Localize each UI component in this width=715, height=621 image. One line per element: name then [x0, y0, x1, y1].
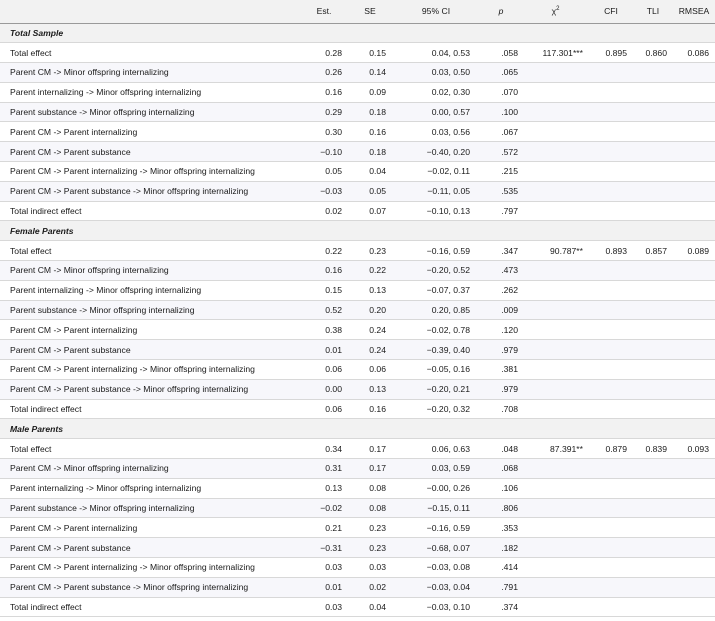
tli-cell [633, 201, 673, 221]
table-row [0, 181, 715, 201]
row-label: Parent CM -> Parent internalizing [0, 518, 300, 538]
cfi-cell [589, 478, 633, 498]
se-cell: 0.08 [348, 478, 392, 498]
p-cell: .979 [480, 340, 522, 360]
cfi-cell [589, 518, 633, 538]
ci-cell: −0.20, 0.21 [392, 379, 480, 399]
row-label: Parent internalizing -> Minor offspring internalizing [0, 280, 300, 300]
row-label: Parent internalizing -> Minor offspring internalizing [0, 478, 300, 498]
ci-cell: 0.00, 0.57 [392, 102, 480, 122]
cfi-cell [589, 261, 633, 281]
ci-cell: −0.39, 0.40 [392, 340, 480, 360]
cfi-cell [589, 399, 633, 419]
cfi-cell [589, 538, 633, 558]
cfi-cell [589, 360, 633, 380]
table-row [0, 498, 715, 518]
chi-square-cell [522, 597, 589, 617]
se-cell: 0.20 [348, 300, 392, 320]
se-cell: 0.17 [348, 459, 392, 479]
cfi-cell [589, 201, 633, 221]
p-cell: .262 [480, 280, 522, 300]
se-cell: 0.14 [348, 63, 392, 83]
ci-cell: −0.20, 0.32 [392, 399, 480, 419]
p-cell: .572 [480, 142, 522, 162]
p-cell: .048 [480, 439, 522, 459]
row-label: Parent CM -> Parent substance [0, 142, 300, 162]
est-cell: 0.21 [300, 518, 348, 538]
rmsea-cell [673, 201, 715, 221]
se-cell: 0.17 [348, 439, 392, 459]
chi-square-cell [522, 102, 589, 122]
se-cell: 0.04 [348, 597, 392, 617]
rmsea-cell: 0.086 [673, 43, 715, 63]
est-cell: 0.28 [300, 43, 348, 63]
se-cell: 0.08 [348, 498, 392, 518]
rmsea-cell [673, 340, 715, 360]
table-row [0, 122, 715, 142]
table-row [0, 558, 715, 578]
rmsea-cell [673, 300, 715, 320]
section-row [0, 221, 715, 241]
header-chi-symbol: χ [551, 6, 557, 17]
ci-cell: −0.10, 0.13 [392, 201, 480, 221]
rmsea-cell [673, 538, 715, 558]
ci-cell: 0.03, 0.56 [392, 122, 480, 142]
tli-cell [633, 478, 673, 498]
tli-cell [633, 558, 673, 578]
table-row [0, 597, 715, 617]
rmsea-cell [673, 102, 715, 122]
table-row [0, 340, 715, 360]
tli-cell [633, 300, 673, 320]
chi-square-cell [522, 518, 589, 538]
ci-cell: −0.02, 0.11 [392, 162, 480, 182]
ci-cell: −0.11, 0.05 [392, 181, 480, 201]
cfi-cell [589, 577, 633, 597]
se-cell: 0.18 [348, 142, 392, 162]
tli-cell [633, 498, 673, 518]
est-cell: 0.01 [300, 340, 348, 360]
section-row [0, 419, 715, 439]
header-row [0, 0, 715, 23]
est-cell: 0.13 [300, 478, 348, 498]
tli-cell [633, 102, 673, 122]
ci-cell: −0.15, 0.11 [392, 498, 480, 518]
table-row [0, 261, 715, 281]
est-cell: 0.15 [300, 280, 348, 300]
tli-cell [633, 280, 673, 300]
chi-square-cell [522, 360, 589, 380]
se-cell: 0.15 [348, 43, 392, 63]
est-cell: 0.01 [300, 577, 348, 597]
est-cell: −0.10 [300, 142, 348, 162]
row-label: Parent substance -> Minor offspring internalizing [0, 498, 300, 518]
se-cell: 0.22 [348, 261, 392, 281]
ci-cell: 0.03, 0.59 [392, 459, 480, 479]
header-chi-square [522, 0, 589, 23]
chi-square-cell [522, 82, 589, 102]
est-cell: 0.06 [300, 360, 348, 380]
cfi-cell [589, 102, 633, 122]
table-row [0, 379, 715, 399]
rmsea-cell [673, 577, 715, 597]
table-row [0, 280, 715, 300]
chi-square-cell [522, 300, 589, 320]
ci-cell: 0.02, 0.30 [392, 82, 480, 102]
cfi-cell [589, 459, 633, 479]
est-cell: 0.30 [300, 122, 348, 142]
se-cell: 0.16 [348, 122, 392, 142]
section-row [0, 23, 715, 43]
table-row [0, 360, 715, 380]
tli-cell [633, 261, 673, 281]
header-est: Est. [300, 0, 348, 23]
p-cell: .065 [480, 63, 522, 83]
se-cell: 0.02 [348, 577, 392, 597]
rmsea-cell [673, 518, 715, 538]
row-label: Total indirect effect [0, 201, 300, 221]
tli-cell [633, 379, 673, 399]
se-cell: 0.03 [348, 558, 392, 578]
ci-cell: −0.02, 0.78 [392, 320, 480, 340]
table-row [0, 577, 715, 597]
ci-cell: −0.68, 0.07 [392, 538, 480, 558]
ci-cell: −0.20, 0.52 [392, 261, 480, 281]
row-label: Parent CM -> Parent internalizing [0, 320, 300, 340]
rmsea-cell [673, 597, 715, 617]
ci-cell: 0.20, 0.85 [392, 300, 480, 320]
p-cell: .068 [480, 459, 522, 479]
est-cell: 0.03 [300, 597, 348, 617]
tli-cell [633, 597, 673, 617]
chi-square-cell [522, 63, 589, 83]
header-ci: 95% CI [392, 0, 480, 23]
ci-cell: −0.16, 0.59 [392, 518, 480, 538]
tli-cell [633, 122, 673, 142]
cfi-cell [589, 340, 633, 360]
est-cell: 0.38 [300, 320, 348, 340]
table-row [0, 201, 715, 221]
tli-cell [633, 142, 673, 162]
p-cell: .009 [480, 300, 522, 320]
row-label: Total effect [0, 43, 300, 63]
row-label: Parent substance -> Minor offspring internalizing [0, 300, 300, 320]
est-cell: 0.00 [300, 379, 348, 399]
p-cell: .381 [480, 360, 522, 380]
tli-cell: 0.857 [633, 241, 673, 261]
ci-cell: −0.03, 0.10 [392, 597, 480, 617]
header-cfi: CFI [589, 0, 633, 23]
p-cell: .058 [480, 43, 522, 63]
chi-square-cell [522, 558, 589, 578]
cfi-cell [589, 280, 633, 300]
p-cell: .791 [480, 577, 522, 597]
ci-cell: −0.03, 0.04 [392, 577, 480, 597]
cfi-cell [589, 498, 633, 518]
rmsea-cell [673, 280, 715, 300]
tli-cell [633, 577, 673, 597]
table-row [0, 399, 715, 419]
p-cell: .067 [480, 122, 522, 142]
table-row [0, 518, 715, 538]
header-rmsea: RMSEA [673, 0, 715, 23]
row-label: Parent CM -> Parent internalizing -> Minor offspring internalizing [0, 558, 300, 578]
se-cell: 0.24 [348, 320, 392, 340]
row-label: Parent internalizing -> Minor offspring internalizing [0, 82, 300, 102]
est-cell: 0.26 [300, 63, 348, 83]
header-p: p [480, 0, 522, 23]
rmsea-cell [673, 82, 715, 102]
row-label: Parent CM -> Minor offspring internalizing [0, 63, 300, 83]
se-cell: 0.05 [348, 181, 392, 201]
chi-square-cell [522, 280, 589, 300]
p-cell: .353 [480, 518, 522, 538]
chi-square-cell: 87.391** [522, 439, 589, 459]
rmsea-cell [673, 122, 715, 142]
section-title: Male Parents [0, 419, 715, 439]
chi-square-cell [522, 459, 589, 479]
p-cell: .347 [480, 241, 522, 261]
rmsea-cell: 0.093 [673, 439, 715, 459]
table-row [0, 241, 715, 261]
tli-cell: 0.860 [633, 43, 673, 63]
cfi-cell: 0.895 [589, 43, 633, 63]
chi-square-cell [522, 201, 589, 221]
rmsea-cell [673, 558, 715, 578]
table-row [0, 102, 715, 122]
p-cell: .106 [480, 478, 522, 498]
cfi-cell: 0.879 [589, 439, 633, 459]
se-cell: 0.06 [348, 360, 392, 380]
se-cell: 0.13 [348, 379, 392, 399]
row-label: Parent CM -> Parent internalizing -> Minor offspring internalizing [0, 360, 300, 380]
cfi-cell [589, 63, 633, 83]
est-cell: −0.03 [300, 181, 348, 201]
est-cell: 0.52 [300, 300, 348, 320]
tli-cell [633, 320, 673, 340]
ci-cell: −0.07, 0.37 [392, 280, 480, 300]
row-label: Total indirect effect [0, 399, 300, 419]
est-cell: 0.03 [300, 558, 348, 578]
chi-square-cell [522, 122, 589, 142]
p-cell: .182 [480, 538, 522, 558]
table-row [0, 142, 715, 162]
se-cell: 0.18 [348, 102, 392, 122]
p-cell: .708 [480, 399, 522, 419]
p-cell: .535 [480, 181, 522, 201]
tli-cell [633, 340, 673, 360]
row-label: Parent CM -> Minor offspring internalizing [0, 459, 300, 479]
est-cell: −0.31 [300, 538, 348, 558]
ci-cell: 0.04, 0.53 [392, 43, 480, 63]
chi-square-cell: 90.787** [522, 241, 589, 261]
chi-square-cell [522, 340, 589, 360]
se-cell: 0.09 [348, 82, 392, 102]
rmsea-cell [673, 498, 715, 518]
p-cell: .797 [480, 201, 522, 221]
table-row [0, 538, 715, 558]
row-label: Total effect [0, 439, 300, 459]
est-cell: 0.05 [300, 162, 348, 182]
row-label: Total indirect effect [0, 597, 300, 617]
se-cell: 0.23 [348, 518, 392, 538]
p-cell: .473 [480, 261, 522, 281]
cfi-cell [589, 82, 633, 102]
chi-square-cell: 117.301*** [522, 43, 589, 63]
chi-square-cell [522, 498, 589, 518]
cfi-cell [589, 162, 633, 182]
cfi-cell [589, 558, 633, 578]
ci-cell: −0.16, 0.59 [392, 241, 480, 261]
rmsea-cell [673, 399, 715, 419]
table-row [0, 320, 715, 340]
chi-square-cell [522, 478, 589, 498]
table-header [0, 0, 715, 23]
ci-cell: −0.05, 0.16 [392, 360, 480, 380]
rmsea-cell [673, 478, 715, 498]
est-cell: 0.02 [300, 201, 348, 221]
ci-cell: −0.00, 0.26 [392, 478, 480, 498]
cfi-cell [589, 300, 633, 320]
rmsea-cell [673, 181, 715, 201]
header-label [0, 0, 300, 23]
section-title: Total Sample [0, 23, 715, 43]
rmsea-cell [673, 261, 715, 281]
row-label: Parent CM -> Parent substance -> Minor offspring internalizing [0, 181, 300, 201]
chi-square-cell [522, 142, 589, 162]
chi-square-cell [522, 162, 589, 182]
p-cell: .806 [480, 498, 522, 518]
est-cell: 0.06 [300, 399, 348, 419]
tli-cell [633, 63, 673, 83]
row-label: Parent CM -> Minor offspring internalizing [0, 261, 300, 281]
table-row [0, 459, 715, 479]
rmsea-cell [673, 459, 715, 479]
est-cell: 0.16 [300, 261, 348, 281]
table-row [0, 82, 715, 102]
rmsea-cell [673, 320, 715, 340]
est-cell: 0.29 [300, 102, 348, 122]
row-label: Parent CM -> Parent substance [0, 538, 300, 558]
tli-cell [633, 181, 673, 201]
section-title: Female Parents [0, 221, 715, 241]
header-tli: TLI [633, 0, 673, 23]
row-label: Parent CM -> Parent substance [0, 340, 300, 360]
est-cell: 0.31 [300, 459, 348, 479]
tli-cell [633, 162, 673, 182]
cfi-cell [589, 597, 633, 617]
chi-square-cell [522, 261, 589, 281]
se-cell: 0.13 [348, 280, 392, 300]
est-cell: 0.16 [300, 82, 348, 102]
rmsea-cell: 0.089 [673, 241, 715, 261]
chi-square-cell [522, 538, 589, 558]
rmsea-cell [673, 162, 715, 182]
est-cell: 0.22 [300, 241, 348, 261]
chi-square-cell [522, 399, 589, 419]
rmsea-cell [673, 142, 715, 162]
table-row [0, 43, 715, 63]
tli-cell [633, 459, 673, 479]
cfi-cell [589, 142, 633, 162]
header-se: SE [348, 0, 392, 23]
tli-cell [633, 538, 673, 558]
rmsea-cell [673, 379, 715, 399]
p-cell: .979 [480, 379, 522, 399]
table-row [0, 63, 715, 83]
header-chi-superscript: 2 [556, 6, 560, 13]
table-row [0, 439, 715, 459]
tli-cell [633, 360, 673, 380]
ci-cell: 0.03, 0.50 [392, 63, 480, 83]
table-row [0, 162, 715, 182]
se-cell: 0.24 [348, 340, 392, 360]
chi-square-cell [522, 379, 589, 399]
table-row [0, 478, 715, 498]
row-label: Parent CM -> Parent internalizing -> Minor offspring internalizing [0, 162, 300, 182]
se-cell: 0.16 [348, 399, 392, 419]
row-label: Parent CM -> Parent substance -> Minor offspring internalizing [0, 577, 300, 597]
p-cell: .100 [480, 102, 522, 122]
chi-square-cell [522, 181, 589, 201]
tli-cell [633, 399, 673, 419]
est-cell: 0.34 [300, 439, 348, 459]
row-label: Parent substance -> Minor offspring internalizing [0, 102, 300, 122]
tli-cell [633, 518, 673, 538]
chi-square-cell [522, 577, 589, 597]
se-cell: 0.04 [348, 162, 392, 182]
tli-cell [633, 82, 673, 102]
se-cell: 0.07 [348, 201, 392, 221]
chi-square-cell [522, 320, 589, 340]
ci-cell: −0.40, 0.20 [392, 142, 480, 162]
cfi-cell [589, 379, 633, 399]
p-cell: .374 [480, 597, 522, 617]
p-cell: .070 [480, 82, 522, 102]
se-cell: 0.23 [348, 538, 392, 558]
table-row [0, 300, 715, 320]
est-cell: −0.02 [300, 498, 348, 518]
table-body [0, 23, 715, 617]
ci-cell: −0.03, 0.08 [392, 558, 480, 578]
se-cell: 0.23 [348, 241, 392, 261]
cfi-cell [589, 122, 633, 142]
tli-cell: 0.839 [633, 439, 673, 459]
rmsea-cell [673, 360, 715, 380]
p-cell: .120 [480, 320, 522, 340]
row-label: Total effect [0, 241, 300, 261]
row-label: Parent CM -> Parent internalizing [0, 122, 300, 142]
p-cell: .215 [480, 162, 522, 182]
cfi-cell [589, 320, 633, 340]
p-cell: .414 [480, 558, 522, 578]
rmsea-cell [673, 63, 715, 83]
cfi-cell: 0.893 [589, 241, 633, 261]
ci-cell: 0.06, 0.63 [392, 439, 480, 459]
cfi-cell [589, 181, 633, 201]
row-label: Parent CM -> Parent substance -> Minor offspring internalizing [0, 379, 300, 399]
